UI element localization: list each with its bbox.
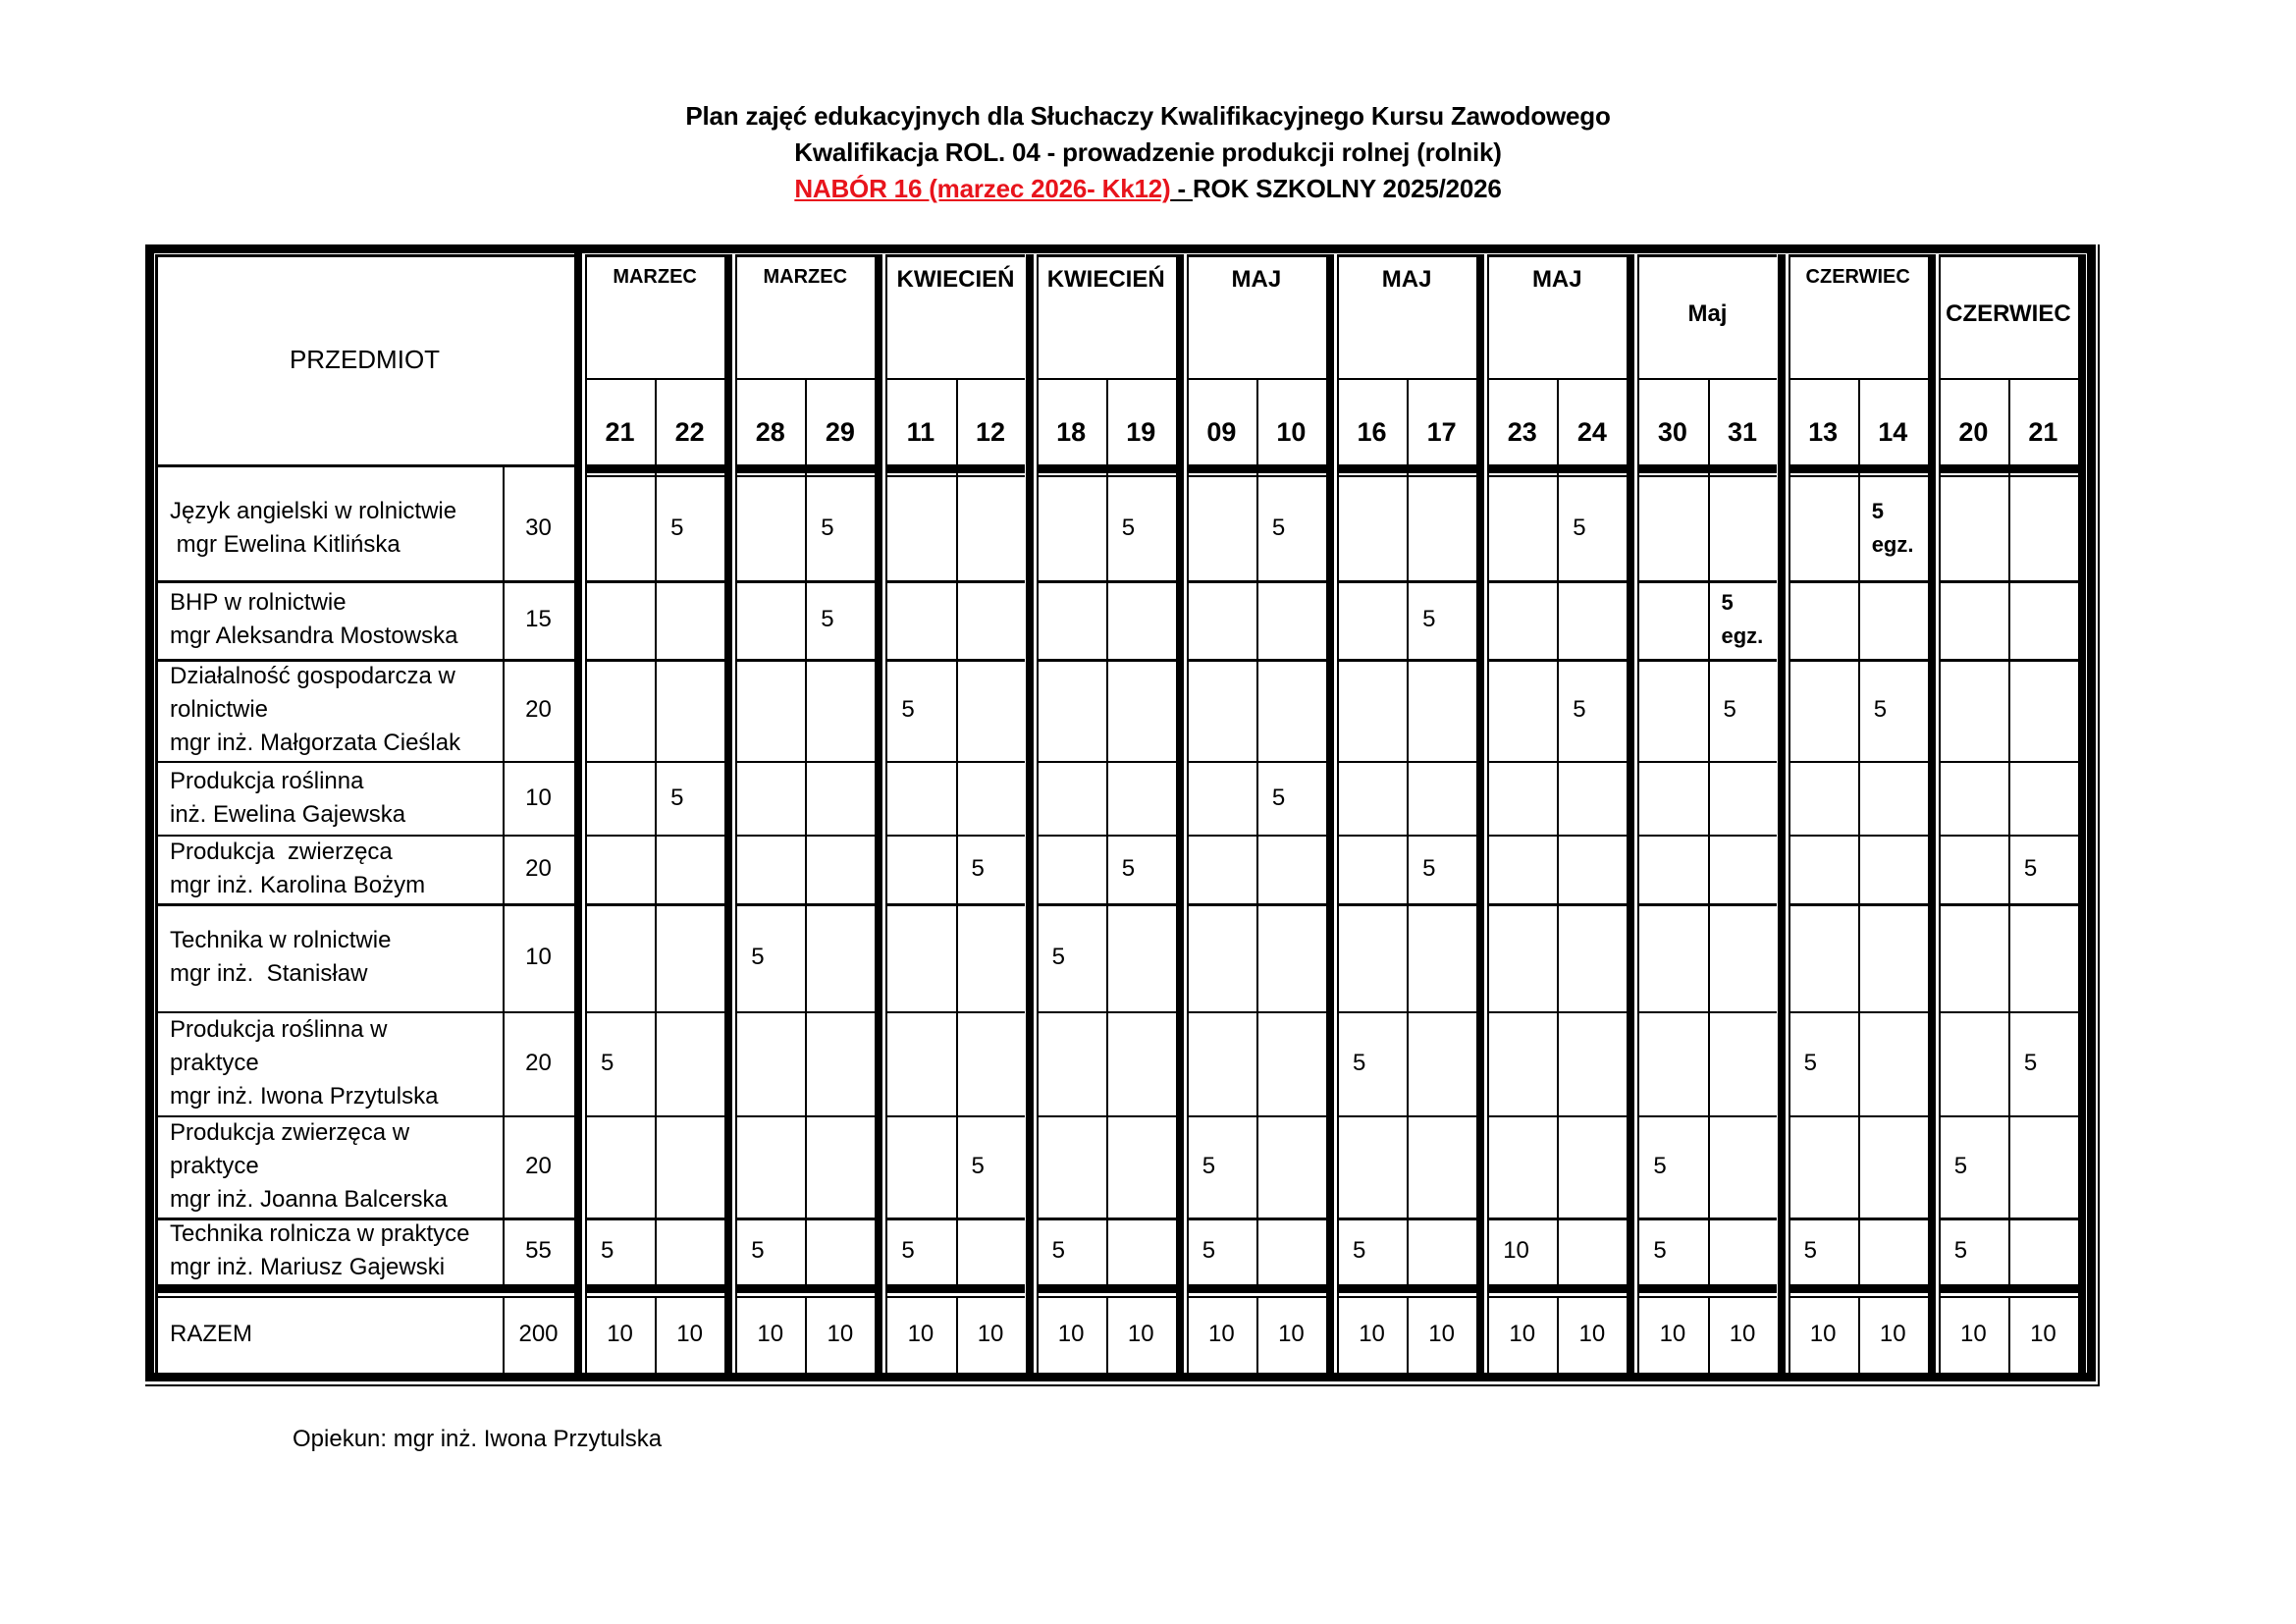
total-separator-band: [1037, 1284, 1176, 1293]
row-line: [155, 835, 574, 837]
row-line: [585, 903, 724, 906]
day-divider: [655, 378, 657, 1284]
supervisor-note: Opiekun: mgr inż. Iwona Przytulska: [293, 1426, 663, 1452]
total-separator-band: [585, 1284, 724, 1293]
subject-name: Język angielski w rolnictwie mgr Ewelina Kitlińska: [170, 498, 457, 558]
schedule-cell: 5: [821, 514, 834, 541]
total-separator-band: [735, 1284, 875, 1293]
week-border-top: [1637, 254, 1777, 257]
schedule-cell: 5: [1723, 696, 1736, 723]
day-header: 21: [605, 416, 635, 447]
month-header: MAJ: [1231, 266, 1282, 293]
day-divider: [956, 378, 958, 1284]
day-header: 12: [976, 416, 1006, 447]
table-border-left: [145, 244, 154, 1380]
table-border-right-thin: [2098, 244, 2100, 1386]
row-line: [1487, 659, 1627, 662]
day-header: 28: [755, 416, 785, 447]
schedule-cell: 5: [901, 1237, 915, 1264]
day-header: 30: [1657, 416, 1687, 447]
subject-name: Technika w rolnictwie mgr inż. Stanisław: [170, 927, 392, 987]
row-line: [1037, 835, 1176, 837]
row-line: [585, 580, 724, 583]
row-line: [1939, 580, 2078, 583]
schedule-cell: 5: [1803, 1050, 1817, 1076]
schedule-cell: 5: [2023, 855, 2038, 882]
week-border-right: [875, 254, 882, 1373]
total-label: RAZEM: [170, 1321, 252, 1347]
day-divider: [1407, 378, 1409, 1284]
week-border-right: [1778, 254, 1786, 1373]
row-line: [585, 835, 724, 837]
header-body-band: [585, 464, 724, 473]
week-border-top: [1037, 254, 1176, 257]
schedule-cell: 5: [1803, 1237, 1817, 1264]
row-line: [1337, 1115, 1476, 1117]
row-line: [885, 1218, 1025, 1220]
header-body-band: [735, 464, 875, 473]
header-body-thin: [1187, 475, 1326, 477]
schedule-cell: 5: [670, 514, 684, 541]
row-line: [1337, 659, 1476, 662]
total-cell: 10: [977, 1321, 1004, 1347]
subject-hours: 20: [525, 1050, 552, 1076]
header-body-thin: [1337, 475, 1476, 477]
month-header: KWIECIEŃ: [1046, 266, 1165, 293]
row-line: [1337, 580, 1476, 583]
week-border-top: [1337, 254, 1476, 257]
total-hours: 200: [518, 1321, 559, 1347]
subject-name: Technika rolnicza w praktyce mgr inż. Mariusz Gajewski: [170, 1220, 470, 1280]
subject-hours: 15: [525, 606, 552, 632]
total-separator-band: [1337, 1284, 1476, 1293]
day-header: 13: [1808, 416, 1839, 447]
header-body-thin: [1939, 475, 2078, 477]
row-line: [1187, 903, 1326, 906]
row-line: [1037, 761, 1176, 763]
day-divider: [1708, 378, 1710, 1284]
day-header: 24: [1576, 416, 1607, 447]
header-body-thin: [735, 475, 875, 477]
header-body-thin: [1037, 475, 1176, 477]
row-line: [1337, 761, 1476, 763]
row-line: [585, 761, 724, 763]
total-cell: 10: [1127, 1321, 1154, 1347]
row-line: [1939, 761, 2078, 763]
month-header: KWIECIEŃ: [896, 266, 1015, 293]
row-line: [885, 1115, 1025, 1117]
row-line: [585, 659, 724, 662]
schedule-cell: 5: [1353, 1237, 1366, 1264]
total-cell: 10: [827, 1321, 854, 1347]
week-border-right: [1176, 254, 1184, 1373]
subject-header: PRZEDMIOT: [289, 344, 441, 374]
row-line: [885, 761, 1025, 763]
row-line: [735, 1011, 875, 1013]
row-line: [885, 580, 1025, 583]
table-border-top: [145, 244, 2096, 253]
total-separator-band: [155, 1284, 574, 1293]
schedule-cell: 5: [1121, 855, 1136, 882]
schedule-cell: 5 egz.: [1721, 590, 1764, 648]
subject-column-divider: [574, 244, 582, 1380]
month-header: MAJ: [1381, 266, 1432, 293]
subject-name: BHP w rolnictwie mgr Aleksandra Mostowska: [170, 589, 458, 649]
total-separator-band: [885, 1284, 1025, 1293]
row-line: [1939, 1115, 2078, 1117]
day-divider: [805, 378, 807, 1284]
header-body-band: [1487, 464, 1627, 473]
row-line: [1487, 1011, 1627, 1013]
day-divider: [2008, 378, 2010, 1284]
header-body-band: [1037, 464, 1176, 473]
schedule-cell: 5: [901, 696, 915, 723]
row-line: [735, 659, 875, 662]
total-cell: 10: [1509, 1321, 1536, 1347]
week-border-top: [885, 254, 1025, 257]
schedule-cell: 5: [2023, 1050, 2038, 1076]
row-line: [1037, 580, 1176, 583]
row-line: [1789, 659, 1928, 662]
week-border-right: [724, 254, 732, 1373]
day-header: 20: [1958, 416, 1989, 447]
header-body-band: [885, 464, 1025, 473]
day-divider: [1557, 378, 1559, 1284]
row-line: [1789, 835, 1928, 837]
row-line: [1789, 761, 1928, 763]
row-line: [1487, 761, 1627, 763]
row-line: [1789, 1011, 1928, 1013]
schedule-cell: 5: [601, 1050, 614, 1076]
row-line: [1187, 1115, 1326, 1117]
header-body-thin: [1637, 475, 1777, 477]
week-border-top: [585, 254, 724, 257]
schedule-cell: 5: [971, 855, 985, 882]
week-border-top: [1487, 254, 1627, 257]
row-line: [1939, 659, 2078, 662]
row-line: [885, 903, 1025, 906]
total-cell: 10: [1879, 1321, 1906, 1347]
schedule-cell: 5: [971, 1153, 985, 1179]
header-body-band: [1939, 464, 2078, 473]
row-line: [1337, 1218, 1476, 1220]
row-line: [585, 1011, 724, 1013]
row-line: [735, 761, 875, 763]
row-line: [1337, 835, 1476, 837]
total-cell: 10: [1359, 1321, 1385, 1347]
total-cell: 10: [1057, 1321, 1085, 1347]
schedule-cell: 5: [1573, 696, 1586, 723]
month-header: Maj: [1687, 300, 1728, 327]
row-line: [1487, 1115, 1627, 1117]
schedule-cell: 5: [1051, 944, 1065, 970]
row-line: [1187, 835, 1326, 837]
row-line: [155, 659, 574, 662]
table-border-right: [2087, 244, 2096, 1380]
day-header: 11: [906, 416, 935, 447]
row-line: [1939, 1218, 2078, 1220]
month-header: MARZEC: [613, 266, 697, 288]
subject-hours: 20: [525, 855, 552, 882]
enrollment-line: [0, 171, 2296, 207]
day-header: 18: [1056, 416, 1087, 447]
subject-hours: 10: [525, 944, 552, 970]
week-border-right: [1928, 254, 1936, 1373]
row-line: [1939, 1011, 2078, 1013]
schedule-cell: 5: [1422, 855, 1436, 882]
schedule-cell: 5: [751, 1237, 765, 1264]
document-title: Plan zajęć edukacyjnych dla Słuchaczy Kwalifikacyjnego Kursu Zawodowego: [685, 101, 1611, 131]
subject-name: Działalność gospodarcza w rolnictwie mgr inż. Małgorzata Cieślak: [170, 663, 461, 756]
row-line: [885, 659, 1025, 662]
header-body-band: [1637, 464, 1777, 473]
day-header: 14: [1878, 416, 1908, 447]
row-line: [1037, 659, 1176, 662]
total-separator-band: [1187, 1284, 1326, 1293]
header-body-thin: [1789, 475, 1928, 477]
table-border-bottom-thin: [145, 1384, 2100, 1386]
week-border-top: [735, 254, 875, 257]
schedule-cell: 5: [1953, 1153, 1968, 1179]
week-border-top: [1789, 254, 1928, 257]
qualification-line: Kwalifikacja ROL. 04 - prowadzenie produkcji rolnej (rolnik): [794, 137, 1502, 167]
schedule-cell: 5: [1201, 1153, 1216, 1179]
header-body-thin: [585, 475, 724, 477]
table-border-bottom: [145, 1373, 2096, 1381]
total-cell: 10: [907, 1321, 934, 1347]
row-line: [155, 903, 574, 906]
total-cell: 10: [2030, 1321, 2056, 1347]
row-line: [1487, 835, 1627, 837]
row-line: [735, 580, 875, 583]
schedule-cell: 5: [1953, 1237, 1968, 1264]
day-header: 09: [1206, 416, 1237, 447]
week-border-right: [1026, 254, 1034, 1373]
header-body-band: [1789, 464, 1928, 473]
row-line: [1637, 1218, 1777, 1220]
week-border-right: [1627, 254, 1634, 1373]
day-header: 21: [2028, 416, 2058, 447]
row-line: [1187, 761, 1326, 763]
subject-name: Produkcja zwierzęca w praktyce mgr inż. Joanna Balcerska: [170, 1119, 448, 1213]
school-year: ROK SZKOLNY 2025/2026: [1192, 174, 1502, 203]
total-cell: 10: [1729, 1321, 1756, 1347]
day-header: 17: [1426, 416, 1457, 447]
schedule-cell: 5: [1353, 1050, 1366, 1076]
row-line: [155, 761, 574, 763]
month-header: MAJ: [1531, 266, 1582, 293]
total-cell: 10: [1428, 1321, 1455, 1347]
total-cell: 10: [1278, 1321, 1305, 1347]
row-line: [155, 1011, 574, 1013]
schedule-cell: 5: [1653, 1237, 1667, 1264]
schedule-cell: 10: [1503, 1237, 1529, 1264]
header-body-thin: [885, 475, 1025, 477]
row-line: [1337, 903, 1476, 906]
row-line: [1789, 580, 1928, 583]
row-line: [1789, 1218, 1928, 1220]
total-separator-band: [1789, 1284, 1928, 1293]
schedule-cell: 5: [1653, 1153, 1667, 1179]
row-line: [1637, 761, 1777, 763]
schedule-cell: 5: [1573, 514, 1586, 541]
total-cell: 10: [1809, 1321, 1837, 1347]
total-cell: 10: [1578, 1321, 1606, 1347]
row-line: [1939, 903, 2078, 906]
schedule-cell: 5: [1051, 1237, 1065, 1264]
row-line: [1037, 1218, 1176, 1220]
month-header: CZERWIEC: [1946, 300, 2071, 327]
header-separator: [155, 464, 574, 467]
day-header: 19: [1126, 416, 1156, 447]
row-line: [1037, 1115, 1176, 1117]
total-separator-band: [1487, 1284, 1627, 1293]
row-line: [585, 1115, 724, 1117]
day-header: 23: [1507, 416, 1537, 447]
schedule-cell: 5: [1422, 606, 1436, 632]
subject-hours: 55: [525, 1237, 552, 1264]
subject-hours: 10: [525, 784, 552, 811]
row-line: [1337, 1011, 1476, 1013]
week-border-right: [1476, 254, 1484, 1373]
day-header: 16: [1357, 416, 1387, 447]
schedule-cell: 5 egz.: [1871, 499, 1914, 557]
schedule-cell: 5: [670, 784, 684, 811]
row-line: [1187, 1218, 1326, 1220]
total-cell: 10: [1959, 1321, 1987, 1347]
total-cell: 10: [607, 1321, 633, 1347]
total-separator-band: [1637, 1284, 1777, 1293]
row-line: [885, 1011, 1025, 1013]
schedule-cell: 5: [1121, 514, 1136, 541]
row-line: [1637, 1011, 1777, 1013]
day-divider: [1858, 378, 1860, 1284]
day-divider: [1256, 378, 1258, 1284]
row-line: [885, 835, 1025, 837]
week-border-right: [1326, 254, 1334, 1373]
day-header: 10: [1276, 416, 1307, 447]
subject-name: Produkcja roślinna inż. Ewelina Gajewska: [170, 767, 406, 828]
header-body-thin: [1487, 475, 1627, 477]
week-border-top: [1939, 254, 2078, 257]
row-line: [1637, 580, 1777, 583]
row-line: [1637, 1115, 1777, 1117]
row-line: [585, 1218, 724, 1220]
schedule-cell: 5: [1271, 784, 1286, 811]
header-body-band: [1337, 464, 1476, 473]
schedule-cell: 5: [751, 944, 765, 970]
row-line: [1187, 659, 1326, 662]
row-line: [1789, 903, 1928, 906]
row-line: [1637, 659, 1777, 662]
total-separator-band: [1939, 1284, 2078, 1293]
row-line: [155, 1115, 574, 1117]
total-cell: 10: [1659, 1321, 1686, 1347]
row-line: [735, 1218, 875, 1220]
row-line: [1637, 835, 1777, 837]
schedule-cell: 5: [821, 606, 834, 632]
header-body-band: [1187, 464, 1326, 473]
row-line: [1487, 580, 1627, 583]
month-header: MARZEC: [763, 266, 848, 288]
total-cell: 10: [1207, 1321, 1235, 1347]
row-line: [155, 1218, 574, 1220]
schedule-cell: 5: [601, 1237, 614, 1264]
schedule-cell: 5: [1201, 1237, 1216, 1264]
row-line: [1637, 903, 1777, 906]
row-line: [1789, 1115, 1928, 1117]
total-cell: 10: [676, 1321, 703, 1347]
row-line: [1939, 835, 2078, 837]
schedule-cell: 5: [1873, 696, 1888, 723]
day-header: 31: [1728, 416, 1758, 447]
schedule-cell: 5: [1271, 514, 1286, 541]
day-header: 22: [674, 416, 705, 447]
row-line: [1487, 903, 1627, 906]
day-header: 29: [825, 416, 855, 447]
row-line: [1487, 1218, 1627, 1220]
row-line: [735, 1115, 875, 1117]
month-header: CZERWIEC: [1805, 266, 1910, 288]
enrollment-separator: -: [1170, 174, 1193, 203]
row-line: [735, 903, 875, 906]
subject-name: Produkcja zwierzęca mgr inż. Karolina Bożym: [170, 839, 426, 898]
row-line: [1187, 1011, 1326, 1013]
week-border-top: [1187, 254, 1326, 257]
subject-hours: 20: [525, 1153, 552, 1179]
subject-hours: 20: [525, 696, 552, 723]
enrollment-label: NABÓR 16 (marzec 2026- Kk12): [794, 174, 1171, 203]
subject-hours: 30: [525, 514, 552, 541]
day-divider: [1106, 378, 1108, 1284]
subject-name: Produkcja roślinna w praktyce mgr inż. Iwona Przytulska: [170, 1016, 439, 1110]
row-line: [735, 835, 875, 837]
row-line: [1037, 903, 1176, 906]
row-line: [1187, 580, 1326, 583]
week-border-right: [2078, 254, 2086, 1373]
total-cell: 10: [757, 1321, 784, 1347]
row-line: [1037, 1011, 1176, 1013]
row-line: [155, 580, 574, 583]
